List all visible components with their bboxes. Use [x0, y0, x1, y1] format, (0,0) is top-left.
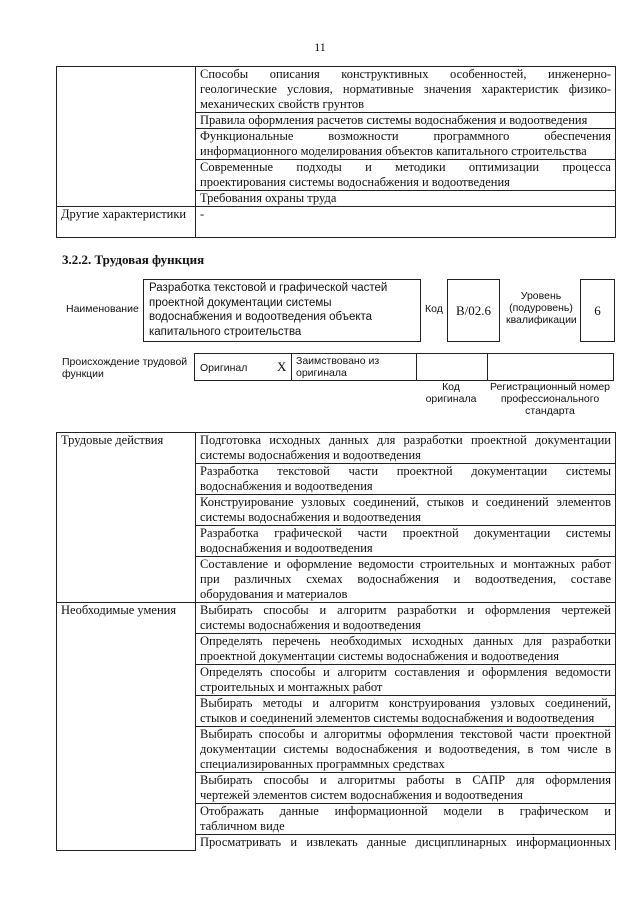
item-line: документации системы водоснабжения и водоотведения, в том числе в [200, 742, 611, 756]
row-label: Другие характеристики [57, 207, 196, 238]
item-line: Разработка графической части проектной документации системы [200, 526, 611, 540]
level-value: 6 [594, 302, 601, 318]
code-label: Код [425, 303, 443, 315]
row-label [57, 67, 196, 207]
item-line: Подготовка исходных данных для разработки проектной документации [200, 433, 611, 447]
borrowed-label: Заимствовано из оригинала [296, 355, 380, 379]
item-text [196, 113, 616, 129]
item-line: системы водоснабжения и водоотведения [200, 510, 421, 524]
item-line: Способы описания конструктивных особенностей, инженерно- [200, 67, 611, 81]
level-label: Уровень (подуровень) квалификации [506, 290, 577, 326]
table-row [57, 433, 616, 464]
item-line: оборудования и материалов [200, 587, 348, 601]
item-line: Функциональные возможности программного обеспечения [200, 129, 611, 143]
item-line: при различных схемах водоснабжения и водоотведения, составе [200, 572, 611, 586]
item-text [196, 603, 616, 634]
origin-label: Происхождение трудовой функции [62, 356, 188, 380]
item-line: чертежей элементов систем водоснабжения и водоотведения [200, 788, 523, 802]
main-table [56, 432, 616, 851]
item-text [196, 67, 616, 113]
item-line: водоснабжения и водоотведения [200, 479, 373, 493]
item-line: Выбирать способы и алгоритм разработки и оформления чертежей [200, 603, 611, 617]
item-line: Разработка текстовой части проектной документации системы [200, 464, 611, 478]
code-value: B/02.6 [455, 302, 492, 318]
item-text [196, 526, 616, 557]
item-text [196, 696, 616, 727]
item-line: Требования охраны труда [200, 191, 337, 205]
item-text [196, 634, 616, 665]
page-number: 11 [314, 40, 326, 54]
item-line: Конструирование узловых соединений, стыков и соединений элементов [200, 495, 611, 509]
item-text [196, 207, 616, 238]
item-line: Определять способы и алгоритм составления и оформления ведомости [200, 665, 611, 679]
original-label: Оригинал [200, 362, 248, 374]
item-text [196, 129, 616, 160]
item-line: - [200, 207, 205, 221]
item-line: механических свойств грунтов [200, 97, 365, 111]
item-line: водоснабжения и водоотведения [200, 541, 373, 555]
item-text [196, 804, 616, 835]
item-line: Определять перечень необходимых исходных данных для разработки [200, 634, 611, 648]
code-value-box [447, 279, 500, 342]
item-line: специализированных программных средствах [200, 757, 445, 771]
item-line: информационного моделирования объектов капитального строительства [200, 144, 587, 158]
name-label: Наименование [66, 303, 139, 315]
item-text [196, 160, 616, 191]
item-text [196, 191, 616, 207]
item-line: проектирования системы водоснабжения и водоотведения [200, 175, 510, 189]
item-line: Правила оформления расчетов системы водоснабжения и водоотведения [200, 113, 588, 127]
item-line: проектной документации системы водоснабжения и водоотведения [200, 649, 560, 663]
name-value-box [143, 279, 421, 342]
reg-caption: Регистрационный номер профессионального стандарта [490, 381, 610, 417]
original-mark: X [277, 359, 287, 374]
level-value-box [580, 279, 615, 342]
table-row [57, 67, 616, 113]
item-line: Составление и оформление ведомости строительных и монтажных работ [200, 557, 611, 571]
name-value: Разработка текстовой и графической частей проектной документации системы водоснабжения и водоотведения объекта капитального строительства [149, 282, 388, 338]
item-text [196, 727, 616, 773]
item-line: Просматривать и извлекать данные дисциплинарных информационных [200, 835, 611, 849]
item-text [196, 773, 616, 804]
item-line: Отображать данные информационной модели в графическом и [200, 804, 611, 818]
item-line: системы водоснабжения и водоотведения [200, 618, 421, 632]
item-text [196, 835, 616, 851]
section-label: Необходимые умения [57, 603, 196, 851]
table-row [57, 603, 616, 634]
table-row [57, 207, 616, 238]
item-text [196, 495, 616, 526]
code-caption: Код оригинала [425, 381, 477, 405]
item-line: табличном виде [200, 819, 285, 833]
origin-divider-3 [487, 353, 488, 381]
origin-divider-1 [291, 353, 292, 381]
top-table [56, 66, 616, 238]
item-text [196, 433, 616, 464]
item-line: Выбирать способы и алгоритмы оформления текстовой части проектной [200, 727, 611, 741]
item-line: Выбирать способы и алгоритмы работы в САПР для оформления [200, 773, 611, 787]
item-text [196, 665, 616, 696]
section-title: 3.2.2. Трудовая функция [62, 252, 205, 267]
item-line: геологические условия, нормативные значения характеристик физико- [200, 82, 611, 96]
item-line: Современные подходы и методики оптимизации процесса [200, 160, 611, 174]
item-line: системы водоснабжения и водоотведения [200, 448, 421, 462]
item-text [196, 464, 616, 495]
item-line: стыков и соединений элементов системы водоснабжения и водоотведения [200, 711, 595, 725]
item-line: Выбирать методы и алгоритм конструирования узловых соединений, [200, 696, 611, 710]
section-label: Трудовые действия [57, 433, 196, 603]
item-line: строительных и монтажных работ [200, 680, 383, 694]
item-text [196, 557, 616, 603]
origin-divider-2 [416, 353, 417, 381]
